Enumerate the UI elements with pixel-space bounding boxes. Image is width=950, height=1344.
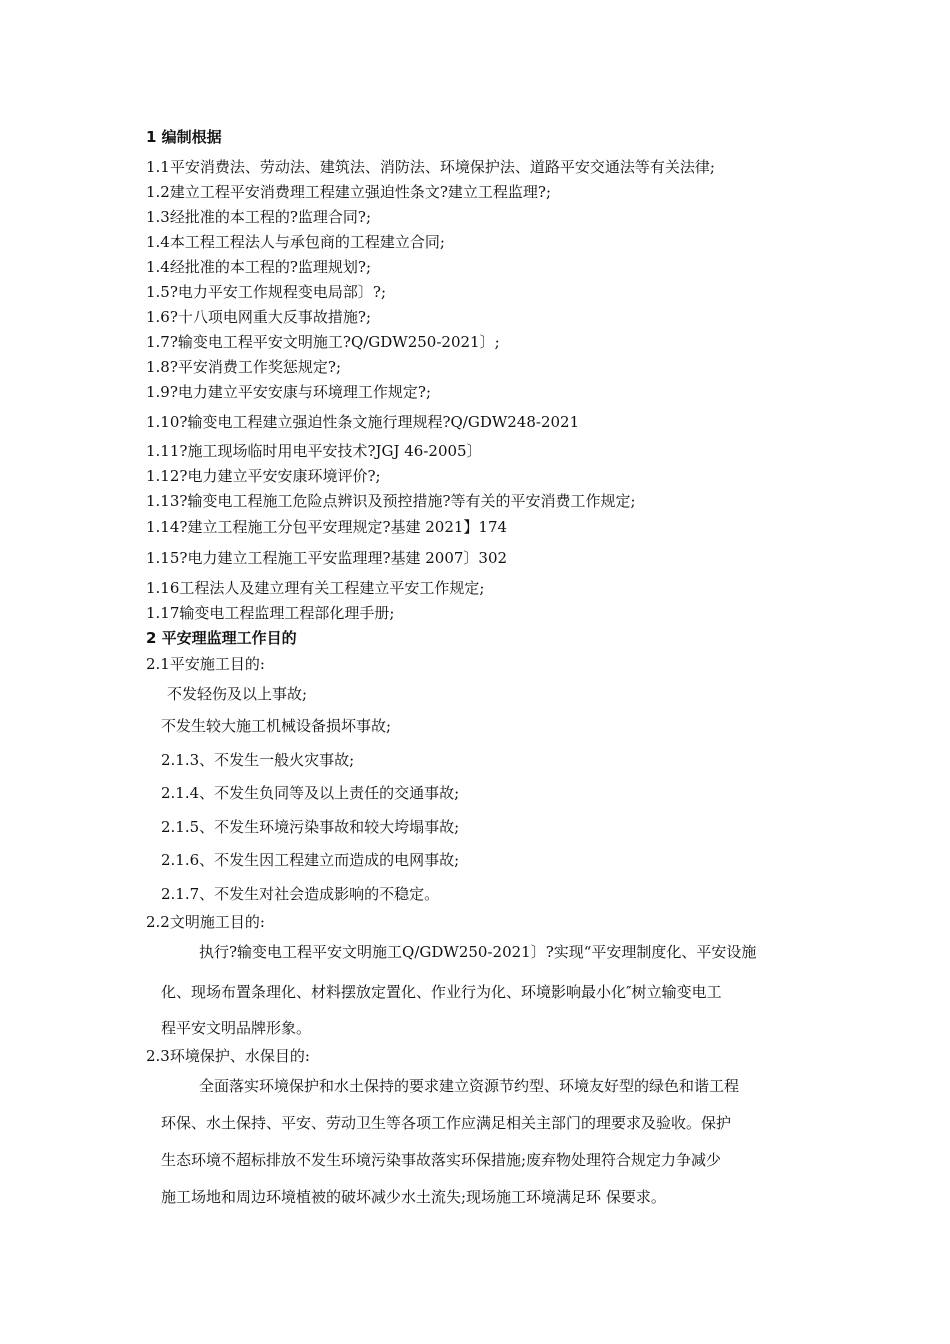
paragraph-line: 施工场地和周边环境植被的破坏减少水土流失;现场施工环境满足环 保要求。 [161, 1188, 666, 1206]
paragraph-line: 执行?输变电工程平安文明施工Q/GDW250-2021〕?实现“平安理制度化、平安设施 [199, 943, 757, 961]
section-2-heading: 2 平安理监理工作目的 [146, 629, 297, 647]
basis-item: 1.4本工程工程法人与承包商的工程建立合同; [146, 233, 445, 251]
basis-item: 1.1平安消费法、劳动法、建筑法、消防法、环境保护法、道路平安交通法等有关法律; [146, 158, 715, 176]
subsection-title: 2.3环境保护、水保目的: [146, 1047, 310, 1065]
basis-item: 1.2建立工程平安消费理工程建立强迫性条文?建立工程监理?; [146, 183, 551, 201]
basis-item: 1.5?电力平安工作规程变电局部〕?; [146, 283, 386, 301]
safety-goal-item: 不发轻伤及以上事故; [167, 685, 308, 703]
safety-goal-item: 2.1.5、不发生环境污染事故和较大垮塌事故; [161, 818, 460, 836]
basis-item: 1.13?输变电工程施工危险点辨识及预控措施?等有关的平安消费工作规定; [146, 492, 636, 510]
section-1-heading: 1 编制根据 [146, 128, 222, 146]
safety-goal-item: 2.1.4、不发生负同等及以上责任的交通事故; [161, 784, 460, 802]
paragraph-line: 环保、水土保持、平安、劳动卫生等各项工作应满足相关主部门的理要求及验收。保护 [161, 1114, 732, 1132]
safety-goal-item: 2.1.6、不发生因工程建立而造成的电网事故; [161, 851, 460, 869]
basis-item: 1.3经批准的本工程的?监理合同?; [146, 208, 371, 226]
safety-goal-item: 2.1.3、不发生一般火灾事故; [161, 751, 355, 769]
basis-item: 1.12?电力建立平安安康环境评价?; [146, 467, 381, 485]
basis-item: 1.14?建立工程施工分包平安理规定?基建 2021】174 [146, 518, 508, 536]
basis-item: 1.6?十八项电网重大反事故措施?; [146, 308, 371, 326]
basis-item: 1.17输变电工程监理工程部化理手册; [146, 604, 395, 622]
basis-item: 1.15?电力建立工程施工平安监理理?基建 2007〕302 [146, 549, 508, 567]
safety-goal-item: 不发生较大施工机械设备损坏事故; [161, 717, 392, 735]
basis-item: 1.11?施工现场临时用电平安技术?JGJ 46-2005〕 [146, 442, 482, 460]
basis-item: 1.16工程法人及建立理有关工程建立平安工作规定; [146, 579, 485, 597]
basis-item: 1.8?平安消费工作奖惩规定?; [146, 358, 341, 376]
paragraph-line: 全面落实环境保护和水土保持的要求建立资源节约型、环境友好型的绿色和谐工程 [199, 1077, 740, 1095]
basis-item: 1.9?电力建立平安安康与环境理工作规定?; [146, 383, 431, 401]
subsection-title: 2.2文明施工目的: [146, 913, 265, 931]
paragraph-line: 生态环境不超标排放不发生环境污染事故落实环保措施;废弃物处理符合规定力争减少 [161, 1151, 722, 1169]
basis-item: 1.10?输变电工程建立强迫性条文施行理规程?Q/GDW248-2021 [146, 413, 580, 431]
subsection-title: 2.1平安施工目的: [146, 655, 265, 673]
paragraph-line: 化、现场布置条理化、材料摆放定置化、作业行为化、环境影响最小化″树立输变电工 [161, 983, 722, 1001]
paragraph-line: 程平安文明品牌形象。 [161, 1019, 312, 1037]
safety-goal-item: 2.1.7、不发生对社会造成影响的不稳定。 [161, 885, 440, 903]
basis-item: 1.7?输变电工程平安文明施工?Q/GDW250-2021〕; [146, 333, 500, 351]
basis-item: 1.4经批准的本工程的?监理规划?; [146, 258, 371, 276]
